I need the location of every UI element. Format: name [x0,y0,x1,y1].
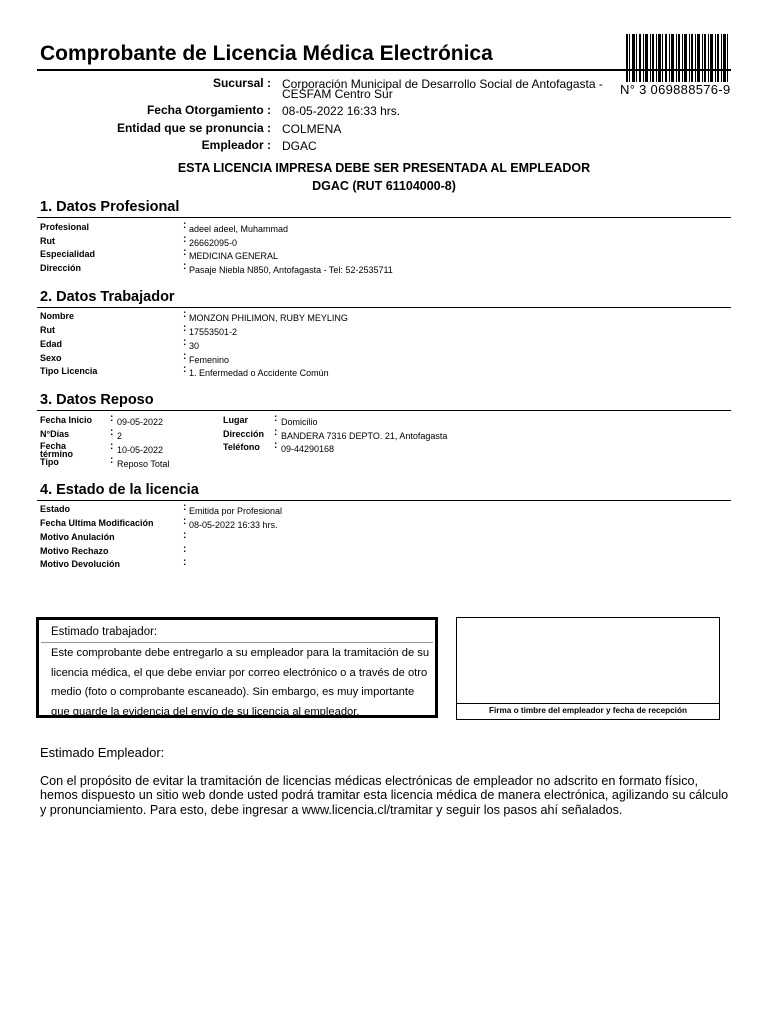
section-divider [37,307,731,308]
fecha-otorgamiento-label: Fecha Otorgamiento : [146,103,271,117]
entidad-label: Entidad que se pronuncia : [116,121,271,135]
trabajador-rut-label: Rut [40,325,55,335]
field-colon: : [183,247,187,258]
sucursal-label: Sucursal : [212,76,271,90]
entidad-value: COLMENA [282,122,342,136]
section-divider [37,500,731,501]
motivo-devolucion-label: Motivo Devolución [40,559,121,569]
section-datos-profesional-title: 1. Datos Profesional [40,199,180,215]
fecha-otorgamiento-value: 08-05-2022 16:33 hrs. [282,104,401,118]
reposo-direccion-value: BANDERA 7316 DEPTO. 21, Antofagasta [281,431,448,441]
document-title: Comprobante de Licencia Médica Electrónica [40,42,493,65]
estado-label: Estado [40,504,71,514]
field-colon: : [183,261,187,272]
section-datos-reposo-title: 3. Datos Reposo [40,392,154,408]
section-datos-trabajador-title: 2. Datos Trabajador [40,289,175,305]
field-colon: : [274,427,278,438]
estado-value: Emitida por Profesional [189,506,283,516]
field-colon: : [183,234,187,245]
empleador-value: DGAC [282,139,317,153]
field-colon: : [274,440,278,451]
fecha-inicio-label: Fecha Inicio [40,415,93,425]
field-colon: : [274,413,278,424]
field-colon: : [110,427,114,438]
trabajador-edad-value: 30 [189,341,200,351]
field-colon: : [183,309,187,320]
notice-line-2: DGAC (RUT 61104000-8) [312,179,456,193]
trabajador-sexo-value: Femenino [189,355,230,365]
section-estado-licencia-title: 4. Estado de la licencia [40,482,199,498]
reposo-direccion-label: Dirección [223,429,265,439]
field-colon: : [183,323,187,334]
field-colon: : [183,351,187,362]
barcode-icon [625,34,729,86]
profesional-value: adeel adeel, Muhammad [189,224,289,234]
employer-signature-box [456,617,720,720]
fecha-ultima-modificacion-value: 08-05-2022 16:33 hrs. [189,520,278,530]
sucursal-value-line2: CESFAM Centro Sur [282,87,393,101]
field-colon: : [183,502,187,513]
fecha-ultima-modificacion-label: Fecha Ultima Modificación [40,518,154,528]
employer-note-text: Con el propósito de evitar la tramitación de licencias médicas electrónicas de empleador no adscrito en formato físico, hemos dispuesto un sitio web donde usted podrá tramitar esta licencia médica de manera electrónica, agilizando su cálculo y pronunciamiento. Para esto, debe ingresar a www.licencia.cl/tramitar y seguir los pasos ahí señalados. [40,774,729,817]
field-colon: : [183,364,187,375]
field-colon: : [183,530,187,541]
trabajador-sexo-label: Sexo [40,353,62,363]
tipo-licencia-value: 1. Enfermedad o Accidente Común [189,368,329,378]
tipo-licencia-label: Tipo Licencia [40,366,98,376]
profesional-direccion-label: Dirección [40,263,82,273]
profesional-rut-label: Rut [40,236,55,246]
signature-label: Firma o timbre del empleador y fecha de recepción [489,706,687,715]
telefono-value: 09-44290168 [281,444,335,454]
employer-greeting: Estimado Empleador: [40,745,165,760]
folio-number: N° 3 069888576-9 [620,82,731,97]
tipo-reposo-value: Reposo Total [117,459,170,469]
tipo-reposo-label: Tipo [40,457,59,467]
especialidad-value: MEDICINA GENERAL [189,251,279,261]
lugar-label: Lugar [223,415,249,425]
trabajador-edad-label: Edad [40,339,63,349]
lugar-value: Domicilio [281,417,318,427]
section-divider [37,410,731,411]
notice-line-1: ESTA LICENCIA IMPRESA DEBE SER PRESENTADA AL EMPLEADOR [177,161,591,175]
motivo-rechazo-label: Motivo Rechazo [40,546,109,556]
signature-line [457,703,719,704]
fecha-termino-label: Fecha término [40,441,74,459]
trabajador-rut-value: 17553501-2 [189,327,238,337]
field-colon: : [110,455,114,466]
field-colon: : [183,544,187,555]
fecha-termino-value: 10-05-2022 [117,445,164,455]
numero-dias-label: N°Días [40,429,70,439]
sucursal-value-line1: Corporación Municipal de Desarrollo Social de Antofagasta - [282,77,603,91]
profesional-direccion-value: Pasaje Niebla N850, Antofagasta - Tel: 52-2535711 [189,265,393,275]
motivo-anulacion-label: Motivo Anulación [40,532,115,542]
field-colon: : [183,220,187,231]
especialidad-label: Especialidad [40,249,96,259]
field-colon: : [110,413,114,424]
field-colon: : [183,557,187,568]
profesional-label: Profesional [40,222,90,232]
profesional-rut-value: 26662095-0 [189,238,238,248]
field-colon: : [183,516,187,527]
trabajador-nombre-value: MONZON PHILIMON, RUBY MEYLING [189,313,348,323]
trabajador-nombre-label: Nombre [40,311,75,321]
worker-notice-text: Este comprobante debe entregarlo a su empleador para la tramitación de su licencia médica, el que debe enviar por correo electrónico o a través de otro medio (foto o comprobante escaneado). Sin embargo, es muy importante que guarde la evidencia del envío de su licencia al empleador. [51,647,430,718]
field-colon: : [110,441,114,452]
fecha-inicio-value: 09-05-2022 [117,417,164,427]
numero-dias-value: 2 [117,431,123,441]
field-colon: : [183,337,187,348]
worker-greeting: Estimado trabajador: [51,626,158,638]
worker-box-divider [41,642,433,643]
telefono-label: Teléfono [223,442,260,452]
section-divider [37,217,731,218]
empleador-label: Empleador : [201,138,271,152]
